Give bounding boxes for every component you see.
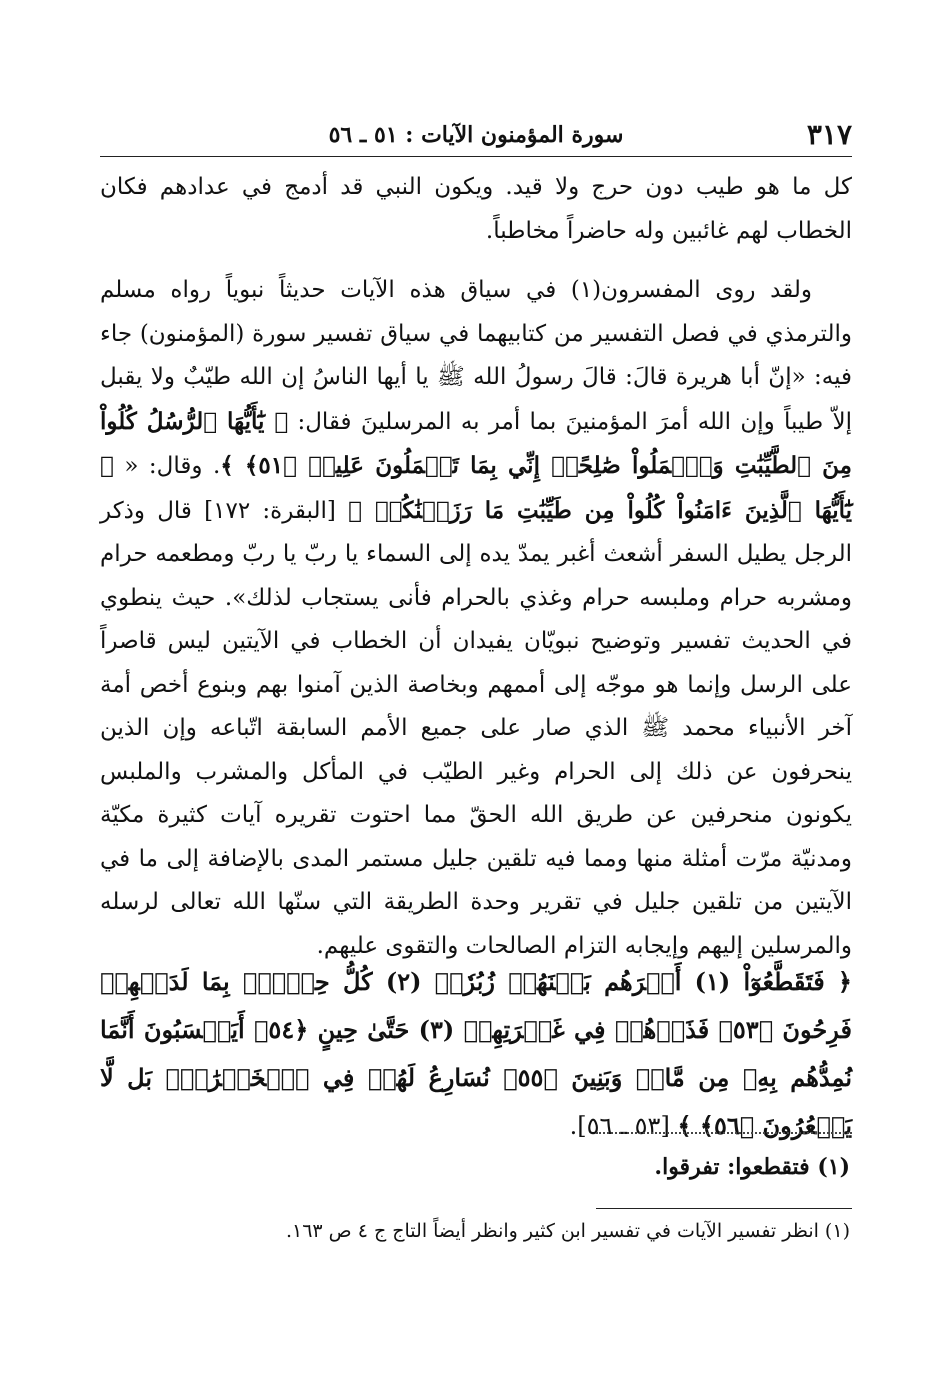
page-header	[100, 112, 852, 157]
quran-verse-baqara-172: ﴿ يَٰٓأَيُّهَا ٱلَّذِينَ ءَامَنُواْ كُلُواْ مِن طَيِّبَٰتِ مَا رَزَقۡنَٰكُمۡ ﴾	[100, 452, 853, 524]
quran-quotation-block	[100, 958, 852, 1150]
footnote: (١) انظر تفسير الآيات في تفسير ابن كثير وانظر أيضاً التاج ج ٤ ص ١٦٣.	[285, 1220, 850, 1242]
footnote-divider	[596, 1208, 852, 1209]
quran-verse-51: ﴿ يَٰٓأَيُّهَا ٱلرُّسُلُ كُلُواْ مِنَ ٱلطَّيِّبَٰتِ وَٱعۡمَلُواْ صَٰلِحًاۖ إِنِّي بِمَا تَعۡمَلُونَ عَلِيمٞ ﴿٥١﴾ ﴾	[100, 407, 852, 479]
running-title: سورة المؤمنون الآيات : ٥١ ـ ٥٦	[328, 122, 624, 148]
dotted-separator	[596, 1132, 852, 1134]
quran-verses-53-56: ﴿ فَتَقَطَّعُوٓاْ (١) أَمۡرَهُم بَيۡنَهُمۡ زُبُرٗاۖ (٢) كُلُّ حِزۡبِۭ بِمَا لَدَيۡهِمۡ فَرِحُونَ ﴿٥٣﴾ فَذَرۡهُمۡ فِي غَمۡرَتِهِمۡ (٣) حَتَّىٰ حِينٍ ﴿٥٤﴾ أَيَحۡسَبُونَ أَنَّمَا نُمِدُّهُم بِهِۦ مِن مَّالٖ وَبَنِينَ ﴿٥٥﴾ نُسَارِعُ لَهُمۡ فِي ٱلۡخَيۡرَٰتِۚ بَل لَّا يَشۡعُرُونَ ﴿٥٦﴾ ﴾	[100, 967, 853, 1140]
word-gloss: (١) فتقطعوا: تفرقوا.	[654, 1154, 850, 1180]
paragraph-1: كل ما هو طيب دون حرج ولا قيد. ويكون النبي قد أدمج في عدادهم فكان الخطاب لهم غائبين وله حاضراً مخاطباً.	[100, 174, 852, 244]
paragraph-2-rest: [البقرة: ١٧٢] قال وذكر الرجل يطيل السفر أشعث أغبر يمدّ يده إلى السماء يا ربّ يا ربّ ومطعمه حرام ومشربه حرام وملبسه حرام وغذي بالحرام فأنى يستجاب لذلك». حيث ينطوي في الحديث تفسير وتوضيح نبويّان يفيدان أن الخطاب في الآيتين ليس قاصراً على الرسل وإنما هو موجّه إلى أممهم وبخاصة الذين آمنوا بهم وبنوع أخص أمة آخر الأنبياء محمد ﷺ الذي صار على جميع الأمم السابقة اتّباعه وإن الذين ينحرفون عن ذلك إلى الحرام وغير الطيّب في المأكل والمشرب والملبس يكونون منحرفين عن طريق الله الحقّ مما احتوت تقريره آيات كثيرة مكيّة ومدنيّة مرّت أمثلة منها ومما فيه تلقين جليل مستمر المدى بالإضافة إلى ما في الآيتين من تلقين جليل في تقرير وحدة الطريقة التي سنّها الله تعالى لرسله والمرسلين إليهم وإيجابه التزام الصالحات والتقوى عليهم.	[100, 497, 852, 959]
main-text	[100, 166, 852, 968]
hadith-intro: ولقد روى المفسرون(١) في سياق هذه الآيات حديثاً نبوياً رواه مسلم والترمذي في فصل التفسير من كتابيهما في سياق تفسير سورة (المؤمنون) جاء فيه: «إنّ أبا هريرة قالَ: قالَ رسولُ الله ﷺ يا أيها الناسُ إن الله طيّبٌ ولا يقبل إلاّ طيباً وإن الله أمرَ المؤمنينَ بما أمر به المرسلينَ فقال:	[100, 277, 852, 435]
verse-reference: [٥٣ ـ ٥٦].	[569, 1112, 670, 1140]
page-number: ٣١٧	[806, 118, 852, 151]
paragraph-2	[100, 269, 852, 968]
hadith-connector: . وقال: «	[124, 453, 221, 479]
